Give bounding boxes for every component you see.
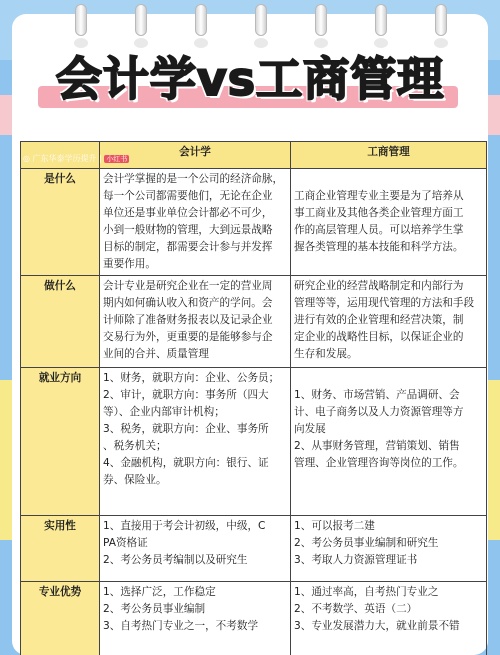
binder-ring-icon	[315, 4, 327, 36]
cell-line: 计、电子商务以及人力资源管理等方	[294, 406, 464, 418]
binder-ring-icon	[255, 4, 267, 36]
row-label: 实用性	[21, 516, 100, 582]
cell-business-admin	[291, 368, 487, 516]
binder-ring-icon	[195, 4, 207, 36]
binder-hole	[194, 38, 208, 48]
header-business-admin: 工商管理	[291, 142, 487, 169]
binder-hole	[434, 38, 448, 48]
cell-line: 计师除了准备财务报表以及记录企业	[103, 314, 273, 326]
watermark-source: 广东华泰学历提升	[32, 154, 97, 163]
cell-line: 作的高层管理人员。可以培养学生掌	[294, 224, 464, 236]
cell-line: 工商企业管理专业主要是为了培养从	[294, 190, 464, 202]
row-label: 是什么	[21, 169, 100, 276]
header-corner-cell	[21, 142, 128, 169]
binder-ring-icon	[75, 4, 87, 36]
table-row	[21, 368, 487, 516]
cell-business-admin	[291, 169, 487, 276]
header-accounting: 会计学	[100, 142, 291, 169]
cell-business-admin	[291, 516, 487, 582]
cell-accounting	[100, 276, 291, 368]
cell-line: 单位还是事业单位会计都必不可少，	[103, 207, 273, 219]
cell-business-admin	[291, 276, 487, 368]
cell-line: 期内如何确认收入和资产的学问。会	[103, 297, 273, 309]
table-header-row	[21, 142, 487, 169]
comparison-table	[20, 141, 487, 655]
cell-line: 2、审计，就职方向：事务所（四大	[103, 389, 269, 401]
table-row	[21, 516, 487, 582]
cell-line	[294, 171, 483, 188]
cell-line: 1、财务、市场营销、产品调研、会	[294, 389, 460, 401]
cell-line: 握各类管理的基本技能和科学方法。	[294, 241, 464, 253]
binder-hole	[254, 38, 268, 48]
cell-accounting	[100, 169, 291, 276]
table-row	[21, 582, 487, 655]
cell-line: 1、通过率高，自考热门专业之	[294, 586, 439, 598]
cell-line: 每一个公司都需要他们，无论在企业	[103, 190, 273, 202]
cell-line: 管理等等，运用现代管理的方法和手段	[294, 297, 475, 309]
binder-hole	[314, 38, 328, 48]
binder-ring-icon	[375, 4, 387, 36]
cell-line: 1、直接用于考会计初级，中级，C	[103, 520, 266, 532]
table-row	[21, 169, 487, 276]
cell-line: 券、保险业。	[103, 474, 167, 486]
cell-line: 1、财务，就职方向：企业、公务员；	[103, 372, 280, 384]
cell-line: 2、考公务员事业编制和研究生	[294, 537, 439, 549]
cell-line: 重要作用。	[103, 258, 156, 270]
binder-hole	[134, 38, 148, 48]
cell-line: 1、选择广泛，工作稳定	[103, 586, 216, 598]
cell-line: 3、专业发展潜力大，就业前景不错	[294, 620, 460, 632]
binder-ring-icon	[135, 4, 147, 36]
cell-line: 会计学掌握的是一个公司的经济命脉，	[103, 173, 284, 185]
cell-line: 目标的制定，都需要会计参与并发挥	[103, 241, 273, 253]
cell-line: 定企业的战略性目标，以保证企业的	[294, 331, 464, 343]
binder-hole	[374, 38, 388, 48]
watermark-platform: 小红书	[106, 155, 128, 163]
cell-line: 生存和发展。	[294, 348, 358, 360]
cell-line: 小到一般财物的管理，大到远景战略	[103, 224, 273, 236]
cell-line: 2、考公务员考编制以及研究生	[103, 554, 248, 566]
cell-line: 会计专业是研究企业在一定的营业周	[103, 280, 273, 292]
cell-line: 2、从事财务管理，营销策划、销售	[294, 440, 460, 452]
cell-line: 等）、企业内部审计机构；	[103, 406, 225, 418]
cell-line: 、税务机关；	[103, 440, 167, 452]
row-label: 就业方向	[21, 368, 100, 516]
title-block	[30, 48, 470, 118]
cell-line: 4、金融机构，就职方向：银行、证	[103, 457, 269, 469]
cell-line: 2、考公务员事业编制	[103, 603, 206, 615]
watermark: ◎ 广东华泰学历提升 | 小红书	[23, 154, 128, 163]
cell-accounting	[100, 516, 291, 582]
cell-line	[294, 370, 483, 387]
cell-line: 3、自考热门专业之一，不考数学	[103, 620, 259, 632]
cell-line: 研究企业的经营战略制定和内部行为	[294, 280, 464, 292]
cell-accounting	[100, 582, 291, 655]
page-title: 会计学vs工商管理	[55, 52, 445, 106]
cell-line: 3、税务，就职方向：企业、事务所	[103, 423, 269, 435]
row-label: 专业优势	[21, 582, 100, 655]
cell-line: 业间的合并、质量管理	[103, 348, 209, 360]
cell-line: PA资格证	[103, 537, 148, 549]
cell-line: 进行有效的企业管理和经营决策，制	[294, 314, 464, 326]
cell-line: 2、不考数学、英语（二）	[294, 603, 418, 615]
cell-line: 向发展	[294, 423, 326, 435]
cell-line: 3、考取人力资源管理证书	[294, 554, 418, 566]
binder-hole	[74, 38, 88, 48]
cell-line: 管理、企业管理咨询等岗位的工作。	[294, 457, 464, 469]
table-row	[21, 276, 487, 368]
cell-line: 1、可以报考二建	[294, 520, 375, 532]
cell-accounting	[100, 368, 291, 516]
binder-ring-icon	[435, 4, 447, 36]
row-label: 做什么	[21, 276, 100, 368]
cell-line: 交易行为外，更重要的是能够参与企	[103, 331, 273, 343]
cell-business-admin	[291, 582, 487, 655]
cell-line: 事工商业及其他各类企业管理方面工	[294, 207, 464, 219]
